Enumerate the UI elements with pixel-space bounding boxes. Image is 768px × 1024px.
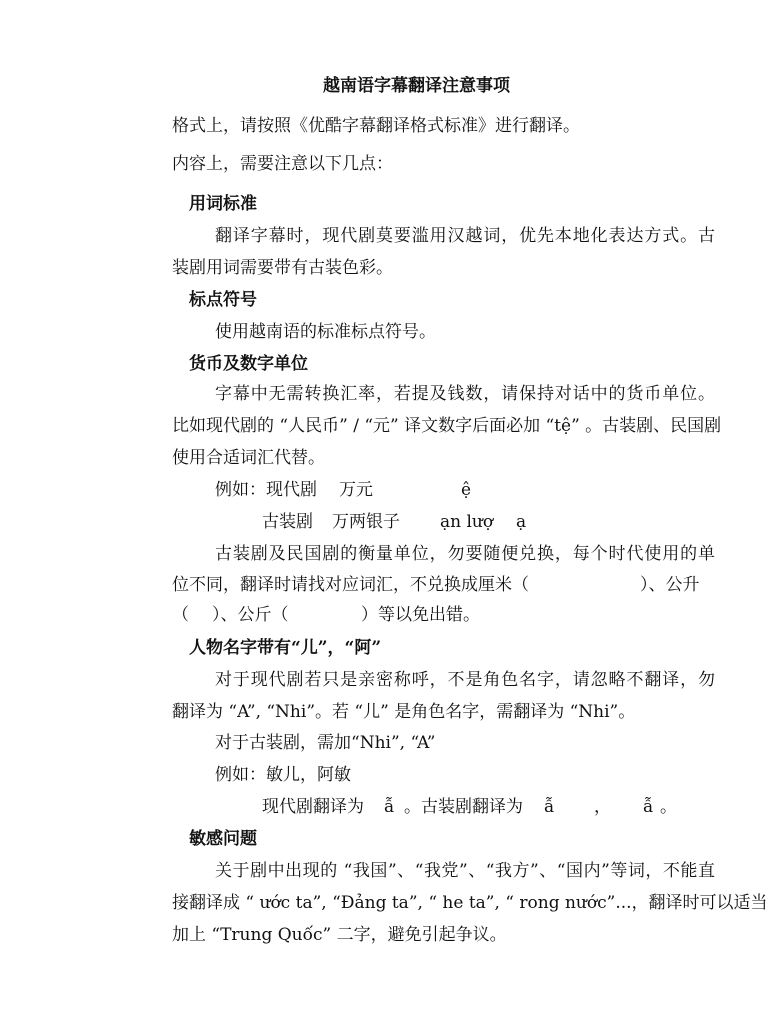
paragraph-line: ）等以免出错。 [361,605,480,625]
intro-format: 格式上，请按照《优酷字幕翻译格式标准》进行翻译。 [172,116,580,136]
section-heading-wording: 用词标准 [189,194,257,214]
paragraph-line: 。 [660,797,677,817]
paragraph-line: 装剧用词需要带有古装色彩。 [172,258,393,278]
paragraph-line: 例如：敏儿，阿敏 [215,765,351,785]
intro-content: 内容上，需要注意以下几点： [172,154,393,174]
paragraph-line: （ [172,605,189,625]
paragraph-line: ）、公斤（ [212,605,289,625]
section-heading-punctuation: 标点符号 [189,290,257,310]
paragraph-line: ẫ [544,797,555,817]
paragraph-line: 。古装剧翻译为 [404,797,523,817]
paragraph-line: 加上 “Trung Quốc” 二字，避免引起争议。 [172,925,507,945]
example-label: 例如：现代剧 [215,480,317,500]
paragraph-line: 使用越南语的标准标点符号。 [215,322,436,342]
paragraph-line: 关于剧中出现的 “我国”、“我党”、“我方”、“国内”等词，不能直 [215,861,715,881]
paragraph-line: 字幕中无需转换汇率，若提及钱数，请保持对话中的货币单位。 [215,384,715,404]
paragraph-line: 翻译为 “A”, “Nhi”。若 “儿” 是角色名字，需翻译为 “Nhi”。 [172,702,636,722]
paragraph-line: 对于现代剧若只是亲密称呼，不是角色名字，请忽略不翻译，勿 [215,670,715,690]
document-title: 越南语字幕翻译注意事项 [323,76,510,96]
section-heading-sensitive: 敏感问题 [189,829,257,849]
section-heading-names: 人物名字带有“儿”，“阿” [189,638,382,658]
example-chinese: 万两银子 [332,512,400,532]
paragraph-line: ， [594,797,611,817]
paragraph-line: 使用合适词汇代替。 [172,448,325,468]
paragraph-line: 古装剧及民国剧的衡量单位，勿要随便兑换，每个时代使用的单 [215,544,715,564]
paragraph-line: 对于古装剧，需加“Nhi”, “A” [215,733,436,753]
paragraph-line: 位不同，翻译时请找对应词汇，不兑换成厘米（ [172,575,529,595]
example-vietnamese: ạ [516,512,527,532]
paragraph-line: 比如现代剧的 “人民币” / “元” 译文数字后面必加 “tệ” 。古装剧、民国剧 [172,416,722,436]
example-vietnamese: ạn lượ [440,512,494,532]
paragraph-line: ẫ [384,797,395,817]
paragraph-line: ）、公升 [640,575,700,595]
example-vietnamese: ệ [461,480,472,500]
example-label: 古装剧 [262,512,313,532]
paragraph-line: 翻译字幕时，现代剧莫要滥用汉越词，优先本地化表达方式。古 [215,226,715,246]
paragraph-line: ẫ [643,797,654,817]
section-heading-currency: 货币及数字单位 [189,354,308,374]
paragraph-line: 接翻译成 “ ước ta”, “Đảng ta”, “ he ta”, “ rong nước”...，翻译时可以适当 [172,893,768,913]
paragraph-line: 现代剧翻译为 [262,797,364,817]
example-chinese: 万元 [339,480,373,500]
